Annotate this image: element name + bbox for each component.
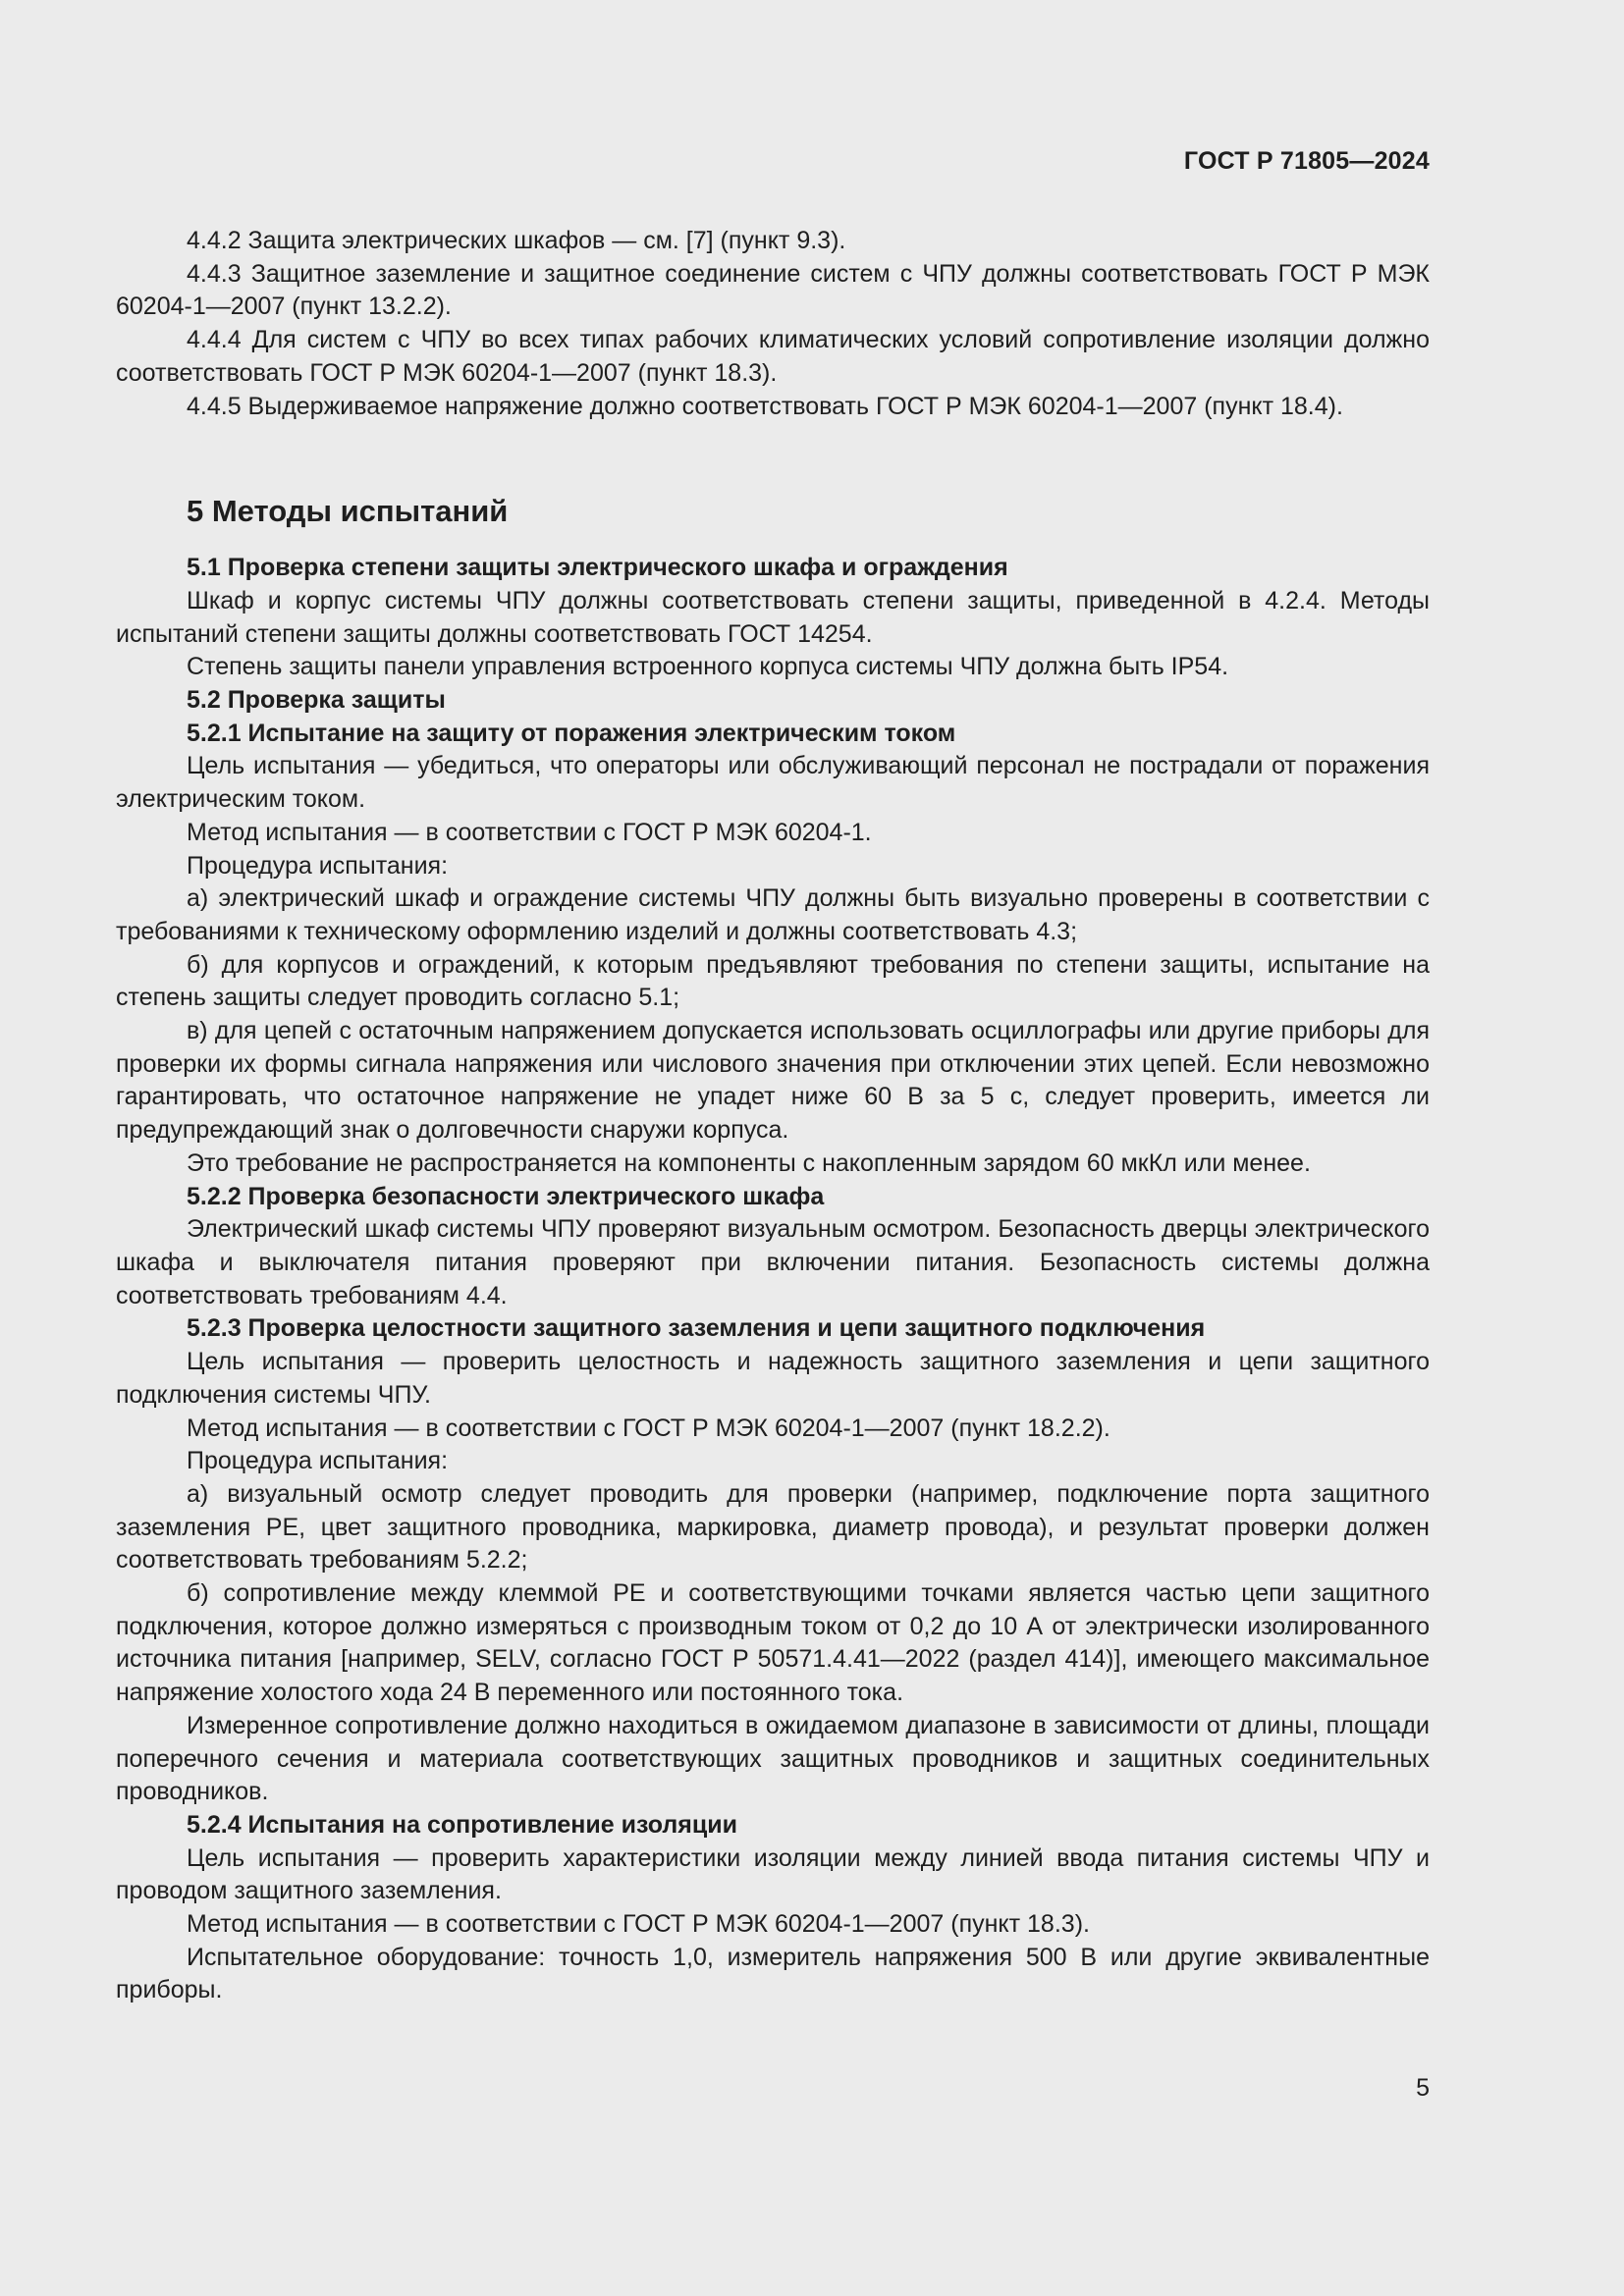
paragraph: Метод испытания — в соответствии с ГОСТ Р МЭК 60204-1. (187, 818, 872, 846)
paragraph: Процедура испытания: (187, 851, 449, 880)
heading-5-2-2: 5.2.2 Проверка безопасности электрического шкафа (187, 1182, 825, 1210)
page-number: 5 (1416, 2074, 1430, 2102)
paragraph-4-4-5: 4.4.5 Выдерживаемое напряжение должно соответствовать ГОСТ Р МЭК 60204-1—2007 (пункт 18.4). (187, 392, 1343, 420)
paragraph: Электрический шкаф системы ЧПУ проверяют визуальным осмотром. Безопасность дверцы электрического шкафа и выключателя питания проверяют при включении питания. Безопасность системы должна соответствовать требованиям 4.4. (116, 1215, 1430, 1309)
paragraph-4-4-4: 4.4.4 Для систем с ЧПУ во всех типах рабочих климатических условий сопротивление изоляции должно соответствовать ГОСТ Р МЭК 60204-1—2007 (пункт 18.3). (116, 326, 1430, 387)
paragraph-4-4-3: 4.4.3 Защитное заземление и защитное соединение систем с ЧПУ должны соответствовать ГОСТ Р МЭК 60204-1—2007 (пункт 13.2.2). (116, 259, 1430, 321)
paragraph: Это требование не распространяется на компоненты с накопленным зарядом 60 мкКл или менее. (187, 1148, 1311, 1177)
list-item: б) для корпусов и ограждений, к которым предъявляют требования по степени защиты, испытание на степень защиты следует проводить согласно 5.1; (116, 950, 1430, 1012)
paragraph: Цель испытания — убедиться, что операторы или обслуживающий персонал не пострадали от поражения электрическим током. (116, 752, 1430, 814)
paragraph: Измеренное сопротивление должно находиться в ожидаемом диапазоне в зависимости от длины, площади поперечного сечения и материала соответствующих защитных проводников и защитных соединительных проводников. (116, 1711, 1430, 1806)
paragraph-4-4-2: 4.4.2 Защита электрических шкафов — см. [7] (пункт 9.3). (187, 227, 846, 254)
heading-5-1: 5.1 Проверка степени защиты электрического шкафа и ограждения (187, 554, 1008, 582)
heading-5-2-1: 5.2.1 Испытание на защиту от поражения электрическим током (187, 719, 956, 747)
paragraph: Степень защиты панели управления встроенного корпуса системы ЧПУ должна быть IP54. (187, 653, 1229, 681)
list-item: б) сопротивление между клеммой PE и соответствующими точками является частью цепи защитного подключения, которое должно измеряться с производным током от 0,2 до 10 А от электрически изолированного источника питания [например, SELV, согласно ГОСТ Р 50571.4.41—2022 (раздел 414)], имеющего максимальное напряжение холостого хода 24 В переменного или постоянного тока. (116, 1579, 1430, 1707)
paragraph: Цель испытания — проверить целостность и надежность защитного заземления и цепи защитного подключения системы ЧПУ. (116, 1348, 1430, 1409)
list-item: а) визуальный осмотр следует проводить для проверки (например, подключение порта защитного заземления PE, цвет защитного проводника, маркировка, диаметр провода), и результат проверки должен соответствовать требованиям 5.2.2; (116, 1479, 1430, 1575)
document-header: ГОСТ Р 71805—2024 (1183, 147, 1430, 175)
heading-5-2-3: 5.2.3 Проверка целостности защитного заземления и цепи защитного подключения (187, 1314, 1206, 1343)
paragraph: Цель испытания — проверить характеристики изоляции между линией ввода питания системы ЧПУ и проводом защитного заземления. (116, 1843, 1430, 1905)
page-body (116, 225, 1430, 2007)
paragraph: Метод испытания — в соответствии с ГОСТ Р МЭК 60204-1—2007 (пункт 18.3). (187, 1910, 1090, 1939)
paragraph: Метод испытания — в соответствии с ГОСТ Р МЭК 60204-1—2007 (пункт 18.2.2). (187, 1414, 1110, 1442)
list-item: в) для цепей с остаточным напряжением допускается использовать осциллографы или другие приборы для проверки их формы сигнала напряжения или числового значения при отключении этих цепей. Если невозможно гарантировать, что остаточное напряжение не упадет ниже 60 В за 5 с, следует проверить, имеется ли предупреждающий знак о долговечности снаружи корпуса. (116, 1017, 1430, 1145)
paragraph: Процедура испытания: (187, 1447, 449, 1475)
heading-5-2-4: 5.2.4 Испытания на сопротивление изоляции (187, 1810, 737, 1839)
section-title: 5 Методы испытаний (187, 494, 509, 529)
paragraph: Шкаф и корпус системы ЧПУ должны соответствовать степени защиты, приведенной в 4.2.4. Методы испытаний степени защиты должны соответствовать ГОСТ 14254. (116, 586, 1430, 648)
paragraph: Испытательное оборудование: точность 1,0, измеритель напряжения 500 В или другие эквивалентные приборы. (116, 1943, 1430, 2004)
heading-5-2: 5.2 Проверка защиты (187, 686, 446, 715)
list-item: а) электрический шкаф и ограждение системы ЧПУ должны быть визуально проверены в соответствии с требованиями к техническому оформлению изделий и должны соответствовать 4.3; (116, 884, 1430, 945)
